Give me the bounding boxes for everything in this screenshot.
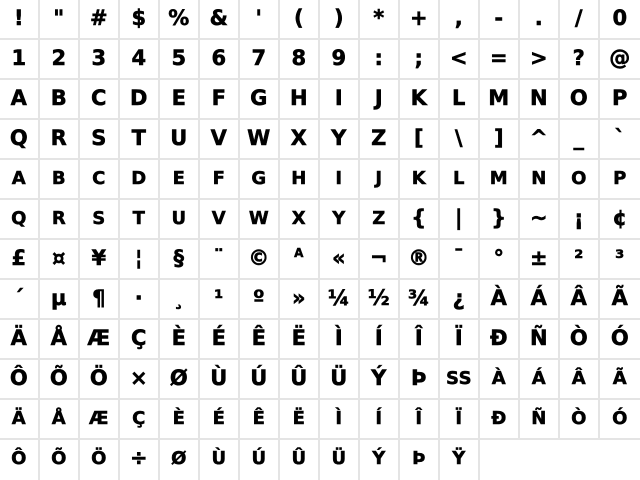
glyph-cell: ¡ [560,200,600,240]
glyph-cell: © [240,240,280,280]
glyph-cell: Ø [160,440,200,480]
glyph-cell: 6 [200,40,240,80]
glyph-cell: ] [480,120,520,160]
glyph-cell: S [80,120,120,160]
glyph-cell: + [400,0,440,40]
glyph-cell: H [280,160,320,200]
glyph-cell: H [280,80,320,120]
glyph-cell: É [200,320,240,360]
glyph-cell: Ò [560,400,600,440]
glyph-cell: D [120,80,160,120]
glyph-cell: 1 [0,40,40,80]
glyph-cell: ^ [520,120,560,160]
glyph-cell: Õ [40,360,80,400]
glyph-cell: Y [320,200,360,240]
glyph-cell: A [0,80,40,120]
glyph-cell: ; [400,40,440,80]
glyph-cell: O [560,160,600,200]
glyph-cell: K [400,80,440,120]
glyph-cell: P [600,160,640,200]
glyph-cell: ¢ [600,200,640,240]
glyph-cell: / [560,0,600,40]
glyph-cell: U [160,200,200,240]
glyph-cell: & [200,0,240,40]
glyph-cell: T [120,200,160,240]
glyph-cell: Ÿ [440,440,480,480]
glyph-cell: 9 [320,40,360,80]
glyph-cell: Ù [200,360,240,400]
glyph-cell: C [80,80,120,120]
glyph-cell: Ò [560,320,600,360]
glyph-cell: @ [600,40,640,80]
glyph-cell: Ý [360,440,400,480]
glyph-cell: Ç [120,320,160,360]
glyph-cell: ´ [0,280,40,320]
glyph-cell: ¦ [120,240,160,280]
glyph-cell: ¼ [320,280,360,320]
glyph-cell: ¶ [80,280,120,320]
glyph-cell: ¹ [200,280,240,320]
glyph-cell: Á [520,360,560,400]
glyph-cell: ¨ [200,240,240,280]
glyph-cell: £ [0,240,40,280]
glyph-cell: B [40,80,80,120]
glyph-cell: Ü [320,360,360,400]
glyph-cell: O [560,80,600,120]
glyph-cell: ² [560,240,600,280]
glyph-cell: $ [120,0,160,40]
glyph-cell: " [40,0,80,40]
glyph-cell: ' [240,0,280,40]
glyph-cell: » [280,280,320,320]
glyph-cell: J [360,160,400,200]
glyph-cell: ® [400,240,440,280]
glyph-cell: Ê [240,400,280,440]
glyph-cell: º [240,280,280,320]
glyph-cell: 4 [120,40,160,80]
glyph-cell: > [520,40,560,80]
glyph-cell: [ [400,120,440,160]
glyph-cell: ? [560,40,600,80]
glyph-cell: Õ [40,440,80,480]
glyph-cell: ± [520,240,560,280]
glyph-cell: Â [560,360,600,400]
glyph-cell: Ã [600,280,640,320]
glyph-cell: Ç [120,400,160,440]
glyph-cell: G [240,160,280,200]
glyph-cell: ¤ [40,240,80,280]
glyph-cell: ¸ [160,280,200,320]
glyph-cell: Æ [80,320,120,360]
glyph-cell: ¾ [400,280,440,320]
glyph-cell: \ [440,120,480,160]
glyph-cell: * [360,0,400,40]
glyph-cell: U [160,120,200,160]
glyph-cell: ³ [600,240,640,280]
glyph-cell: Ð [480,320,520,360]
glyph-cell: X [280,120,320,160]
glyph-cell: Í [360,400,400,440]
glyph-cell: Û [280,440,320,480]
glyph-cell: B [40,160,80,200]
glyph-cell: Ì [320,400,360,440]
glyph-cell: ½ [360,280,400,320]
glyph-cell: × [120,360,160,400]
glyph-cell: 8 [280,40,320,80]
glyph-cell: | [440,200,480,240]
glyph-cell: É [200,400,240,440]
glyph-cell: Ú [240,360,280,400]
glyph-cell: - [480,0,520,40]
glyph-cell: K [400,160,440,200]
glyph-cell: À [480,360,520,400]
glyph-cell: Ä [0,320,40,360]
glyph-cell: Ú [240,440,280,480]
glyph-cell: Ì [320,320,360,360]
glyph-cell: Y [320,120,360,160]
glyph-cell: % [160,0,200,40]
glyph-cell: Å [40,320,80,360]
glyph-cell: L [440,160,480,200]
glyph-cell: Â [560,280,600,320]
glyph-cell: Q [0,120,40,160]
glyph-cell: ¿ [440,280,480,320]
glyph-cell: I [320,160,360,200]
glyph-cell: = [480,40,520,80]
glyph-cell: ¯ [440,240,480,280]
glyph-cell: Ó [600,400,640,440]
glyph-cell: Ê [240,320,280,360]
glyph-cell: J [360,80,400,120]
glyph-cell: Ö [80,360,120,400]
glyph-cell: W [240,120,280,160]
glyph-cell: N [520,80,560,120]
glyph-cell: Ñ [520,400,560,440]
glyph-cell: Ë [280,400,320,440]
glyph-cell: M [480,160,520,200]
glyph-cell: Ï [440,320,480,360]
glyph-cell: , [440,0,480,40]
glyph-cell: Î [400,400,440,440]
glyph-cell: P [600,80,640,120]
glyph-cell: ( [280,0,320,40]
glyph-cell: A [280,240,320,280]
glyph-cell: E [160,80,200,120]
glyph-cell: E [160,160,200,200]
glyph-cell: 5 [160,40,200,80]
glyph-cell: Þ [400,360,440,400]
glyph-cell: W [240,200,280,240]
glyph-cell: L [440,80,480,120]
glyph-cell: 2 [40,40,80,80]
glyph-cell: ° [480,240,520,280]
glyph-cell: Ý [360,360,400,400]
glyph-cell: . [520,0,560,40]
glyph-cell: # [80,0,120,40]
glyph-cell: T [120,120,160,160]
glyph-cell: Ã [600,360,640,400]
glyph-cell: Ù [200,440,240,480]
glyph-cell: S [80,200,120,240]
glyph-cell: Ð [480,400,520,440]
glyph-cell: C [80,160,120,200]
glyph-cell: § [160,240,200,280]
glyph-cell: SS [440,360,480,400]
glyph-cell: Í [360,320,400,360]
glyph-cell: Ó [600,320,640,360]
glyph-cell: ÷ [120,440,160,480]
glyph-cell: Ô [0,440,40,480]
glyph-cell: Æ [80,400,120,440]
glyph-cell: È [160,320,200,360]
glyph-cell: R [40,120,80,160]
glyph-cell: Å [40,400,80,440]
glyph-cell: ` [600,120,640,160]
glyph-cell: Z [360,120,400,160]
glyph-cell: Ö [80,440,120,480]
glyph-cell: R [40,200,80,240]
glyph-cell: Z [360,200,400,240]
glyph-cell: 0 [600,0,640,40]
glyph-cell: N [520,160,560,200]
glyph-cell: 3 [80,40,120,80]
glyph-cell: } [480,200,520,240]
glyph-cell: F [200,80,240,120]
glyph-cell: _ [560,120,600,160]
glyph-cell: Ô [0,360,40,400]
glyph-cell: Û [280,360,320,400]
glyph-cell: Ø [160,360,200,400]
glyph-cell: G [240,80,280,120]
glyph-cell: Ä [0,400,40,440]
glyph-cell: ¬ [360,240,400,280]
glyph-cell: Ë [280,320,320,360]
glyph-cell: Ñ [520,320,560,360]
glyph-cell: { [400,200,440,240]
glyph-cell: Î [400,320,440,360]
glyph-cell: À [480,280,520,320]
glyph-cell: X [280,200,320,240]
glyph-cell: ) [320,0,360,40]
glyph-cell: 7 [240,40,280,80]
glyph-cell: V [200,120,240,160]
glyph-cell: Ï [440,400,480,440]
glyph-cell: Ü [320,440,360,480]
glyph-cell: : [360,40,400,80]
glyph-cell: < [440,40,480,80]
glyph-cell: µ [40,280,80,320]
glyph-cell: I [320,80,360,120]
glyph-cell: D [120,160,160,200]
glyph-cell: Á [520,280,560,320]
glyph-cell: ¥ [80,240,120,280]
glyph-cell: Þ [400,440,440,480]
glyph-cell: V [200,200,240,240]
glyph-cell: · [120,280,160,320]
glyph-cell: Q [0,200,40,240]
glyph-cell: « [320,240,360,280]
glyph-cell: M [480,80,520,120]
glyph-cell: ! [0,0,40,40]
glyph-cell: ~ [520,200,560,240]
glyph-cell: A [0,160,40,200]
glyph-cell: F [200,160,240,200]
glyph-cell: È [160,400,200,440]
